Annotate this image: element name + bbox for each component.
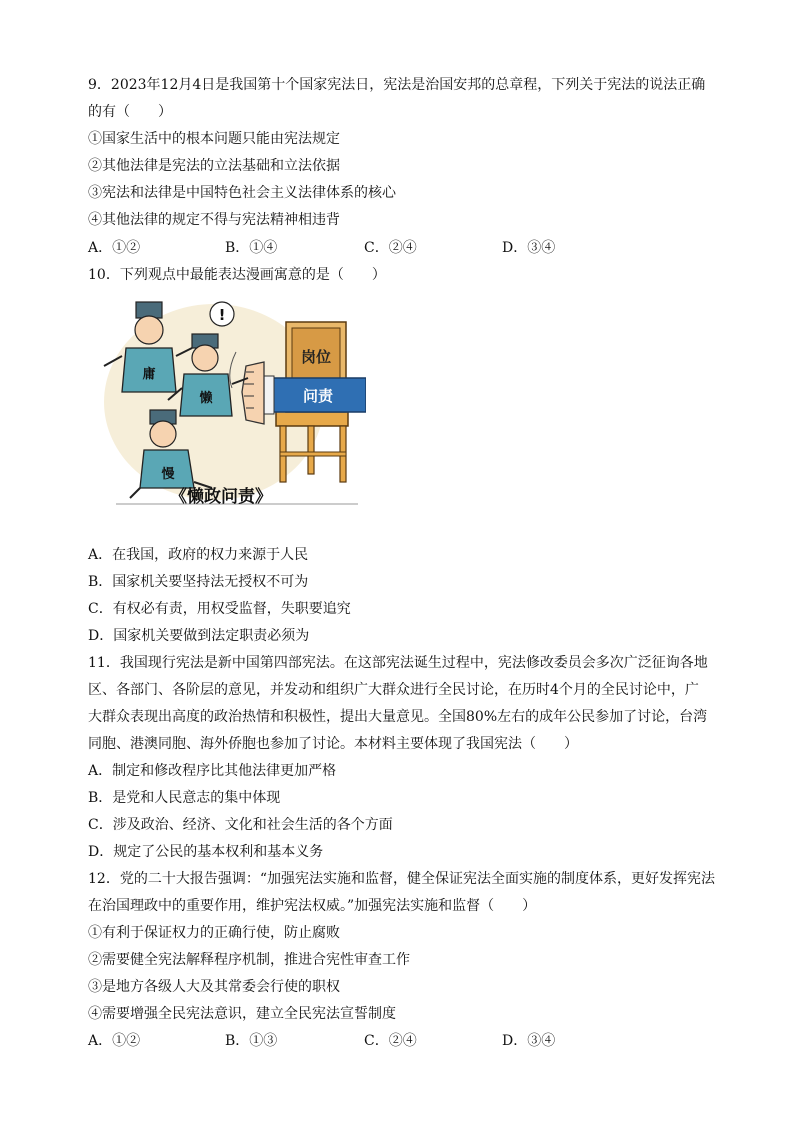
sign-text: 岗位 — [300, 348, 332, 366]
q11-line-4: 同胞、港澳同胞、海外侨胞也参加了讨论。本材料主要体现了我国宪法（ ） — [88, 736, 578, 752]
q9-option-b[interactable]: B．①④ — [225, 240, 278, 256]
q11-line-3: 大群众表现出高度的政治热情和积极性，提出大量意见。全国80%左右的成年公民参加了讨论，台湾 — [88, 709, 708, 725]
q9-stem-line1: 9．2023年12月4日是我国第十个国家宪法日，宪法是治国安邦的总章程，下列关于宪法的说法正确 — [88, 77, 706, 93]
q12-item-3: ③是地方各级人大及其常委会行使的职权 — [88, 979, 340, 995]
q11-line-2: 区、各部门、各阶层的意见，并发动和组织广大群众进行全民讨论，在历时4个月的全民讨论中，广 — [88, 682, 699, 698]
cartoon-image — [96, 292, 366, 512]
figure-3-label: 慢 — [161, 467, 175, 482]
figure-1-label: 庸 — [142, 367, 156, 382]
q12-stem-line1: 12．党的二十大报告强调：“加强宪法实施和监督，健全保证宪法全面实施的制度体系，更好发挥宪法 — [88, 871, 715, 887]
q9-item-2: ②其他法律是宪法的立法基础和立法依据 — [88, 158, 340, 174]
q11-option-b[interactable]: B．是党和人民意志的集中体现 — [88, 790, 281, 806]
q12-option-c[interactable]: C．②④ — [364, 1033, 417, 1049]
q12-option-d[interactable]: D．③④ — [502, 1033, 556, 1049]
figure-2-label: 懒 — [199, 391, 213, 406]
q12-option-a[interactable]: A．①② — [88, 1033, 141, 1049]
q9-option-c[interactable]: C．②④ — [364, 240, 417, 256]
q10-option-b[interactable]: B．国家机关要坚持法无授权不可为 — [88, 574, 309, 590]
q12-item-1: ①有利于保证权力的正确行使，防止腐败 — [88, 925, 340, 941]
q10-option-d[interactable]: D．国家机关要做到法定职责必须为 — [88, 628, 310, 644]
q10-option-c[interactable]: C．有权必有责，用权受监督，失职要追究 — [88, 601, 351, 617]
q12-option-b[interactable]: B．①③ — [225, 1033, 278, 1049]
exclaim-text: ! — [218, 306, 226, 324]
q9-stem-line2: 的有（ ） — [88, 104, 172, 120]
q11-option-a[interactable]: A．制定和修改程序比其他法律更加严格 — [88, 763, 337, 779]
q9-item-4: ④其他法律的规定不得与宪法精神相违背 — [88, 212, 340, 228]
q9-option-a[interactable]: A．①② — [88, 240, 141, 256]
cartoon-caption: 《懒政问责》 — [170, 487, 272, 507]
q11-option-d[interactable]: D．规定了公民的基本权利和基本义务 — [88, 844, 324, 860]
q9-item-3: ③宪法和法律是中国特色社会主义法律体系的核心 — [88, 185, 396, 201]
q12-item-2: ②需要健全宪法解释程序机制，推进合宪性审查工作 — [88, 952, 410, 968]
arm-text: 问责 — [302, 387, 334, 405]
q9-item-1: ①国家生活中的根本问题只能由宪法规定 — [88, 131, 340, 147]
q10-option-a[interactable]: A．在我国，政府的权力来源于人民 — [88, 547, 309, 563]
q12-stem-line2: 在治国理政中的重要作用，维护宪法权威。”加强宪法实施和监督（ ） — [88, 898, 537, 914]
q11-line-1: 11．我国现行宪法是新中国第四部宪法。在这部宪法诞生过程中，宪法修改委员会多次广泛征询各地 — [88, 655, 708, 671]
q10-stem: 10．下列观点中最能表达漫画寓意的是（ ） — [88, 267, 386, 283]
q12-item-4: ④需要增强全民宪法意识，建立全民宪法宣誓制度 — [88, 1006, 396, 1022]
q11-option-c[interactable]: C．涉及政治、经济、文化和社会生活的各个方面 — [88, 817, 393, 833]
q9-option-d[interactable]: D．③④ — [502, 240, 556, 256]
